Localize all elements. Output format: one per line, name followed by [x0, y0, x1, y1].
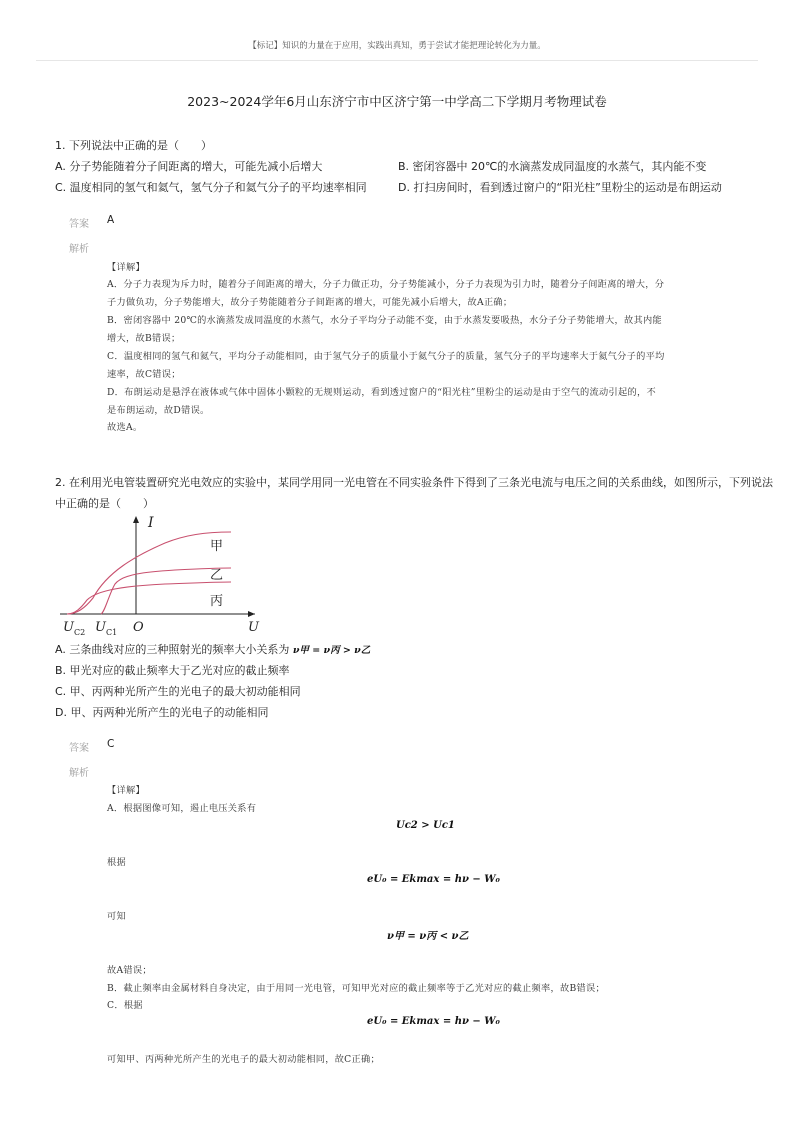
q2-option-c: C. 甲、丙两种光所产生的光电子的最大初动能相同 [55, 685, 301, 698]
q2-option-a-formula: ν甲 = ν丙 > ν乙 [292, 645, 371, 656]
q2-expl-line: B．截止频率由金属材料自身决定，由于用同一光电管，可知甲光对应的截止频率等于乙光对应的截止频率，故B错误； [107, 983, 605, 994]
q2-expl-line: 可知甲、丙两种光所产生的光电子的最大初动能相同，故C正确； [107, 1054, 380, 1065]
q1-stem: 1. 下列说法中正确的是（ ） [55, 139, 212, 152]
curve-jia [67, 532, 231, 614]
q2-formula-3: ν甲 = ν丙 < ν乙 [387, 931, 469, 942]
uc1-label: $U_{C1}$ [95, 620, 118, 637]
curve-label-jia: 甲 [210, 539, 224, 554]
q1-expl-line: 故选A。 [107, 422, 143, 433]
q2-expl-line: 根据 [107, 857, 126, 868]
q2-option-a-text: A. 三条曲线对应的三种照射光的频率大小关系为 [55, 643, 290, 656]
q2-answer-value: C [107, 738, 115, 750]
q1-option-d: D. 打扫房间时，看到透过窗户的“阳光柱”里粉尘的运动是布朗运动 [398, 181, 722, 194]
q2-answer-label: 答案 [69, 743, 89, 754]
curve-label-bing: 丙 [210, 594, 224, 609]
page-title: 2023~2024学年6月山东济宁市中区济宁第一中学高二下学期月考物理试卷 [187, 94, 607, 109]
q1-answer-label: 答案 [69, 219, 89, 230]
q2-expl-line: A．根据图像可知，遏止电压关系有 [107, 803, 257, 814]
page-banner: 【标记】知识的力量在于应用，实践出真知，勇于尝试才能把理论转化为力量。 [248, 41, 546, 51]
q1-expl-line: B．密闭容器中 20℃的水滴蒸发成同温度的水蒸气，水分子平均分子动能不变，由于水蒸发要吸热，水分子分子势能增大，故其内能 [107, 315, 662, 326]
q2-formula-2: eU₀ = Ekmax = hν − W₀ [367, 874, 500, 885]
q2-analysis-label: 解析 [69, 768, 89, 779]
q1-expl-line: 速率，故C错误； [107, 369, 181, 380]
q1-expl-line: C．温度相同的氢气和氦气，平均分子动能相同，由于氢气分子的质量小于氦气分子的质量，氢气分子的平均速率大于氦气分子的平均 [107, 351, 665, 362]
x-axis-arrow [248, 611, 255, 617]
curve-label-yi: 乙 [210, 568, 224, 583]
q1-expl-line: 是布朗运动，故D错误。 [107, 405, 210, 416]
curve-bing [67, 582, 231, 614]
q2-stem-line2: 中正确的是（ ） [55, 497, 154, 510]
q2-stem-line1: 2. 在利用光电管装置研究光电效应的实验中，某同学用同一光电管在不同实验条件下得到了三条光电流与电压之间的关系曲线，如图所示，下列说法 [55, 476, 773, 489]
q2-formula-1: Uc2 > Uc1 [396, 820, 455, 831]
q1-option-b: B. 密闭容器中 20℃的水滴蒸发成同温度的水蒸气，其内能不变 [398, 160, 707, 173]
q2-formula-4: eU₀ = Ekmax = hν − W₀ [367, 1016, 500, 1027]
axis-label-u: U [248, 620, 259, 635]
q2-expl-line: 可知 [107, 911, 126, 922]
q2-expl-line: C．根据 [107, 1000, 143, 1011]
q1-option-a: A. 分子势能随着分子间距离的增大，可能先减小后增大 [55, 160, 323, 173]
q2-option-d: D. 甲、丙两种光所产生的光电子的动能相同 [55, 706, 269, 719]
banner-divider [36, 60, 758, 61]
q2-expl-heading: 【详解】 [107, 785, 145, 796]
q1-expl-line: 子力做负功，分子势能增大，故分子势能随着分子间距离的增大，可能先减小后增大，故A正确； [107, 297, 513, 308]
q1-analysis-label: 解析 [69, 244, 89, 255]
q1-expl-line: D．布朗运动是悬浮在液体或气体中固体小颗粒的无规则运动，看到透过窗户的“阳光柱”里粉尘的运动是由于空气的流动引起的，不 [107, 387, 656, 398]
photoelectric-iu-graph [55, 510, 265, 642]
q2-expl-line: 故A错误； [107, 965, 152, 976]
y-axis-arrow [133, 516, 139, 523]
origin-label: O [133, 620, 144, 635]
axis-label-i: I [148, 515, 154, 531]
q1-answer-value: A [107, 214, 115, 226]
uc2-label: $U_{C2}$ [63, 620, 86, 637]
q1-expl-line: A．分子力表现为斥力时，随着分子间距离的增大，分子力做正功，分子势能减小，分子力表现为引力时，随着分子间距离的增大，分 [107, 279, 665, 290]
q2-option-a [55, 641, 370, 657]
q1-option-c: C. 温度相同的氢气和氦气，氢气分子和氦气分子的平均速率相同 [55, 181, 367, 194]
q2-option-b: B. 甲光对应的截止频率大于乙光对应的截止频率 [55, 664, 290, 677]
q1-expl-line: 增大，故B错误； [107, 333, 181, 344]
q1-expl-line: 【详解】 [107, 262, 145, 273]
